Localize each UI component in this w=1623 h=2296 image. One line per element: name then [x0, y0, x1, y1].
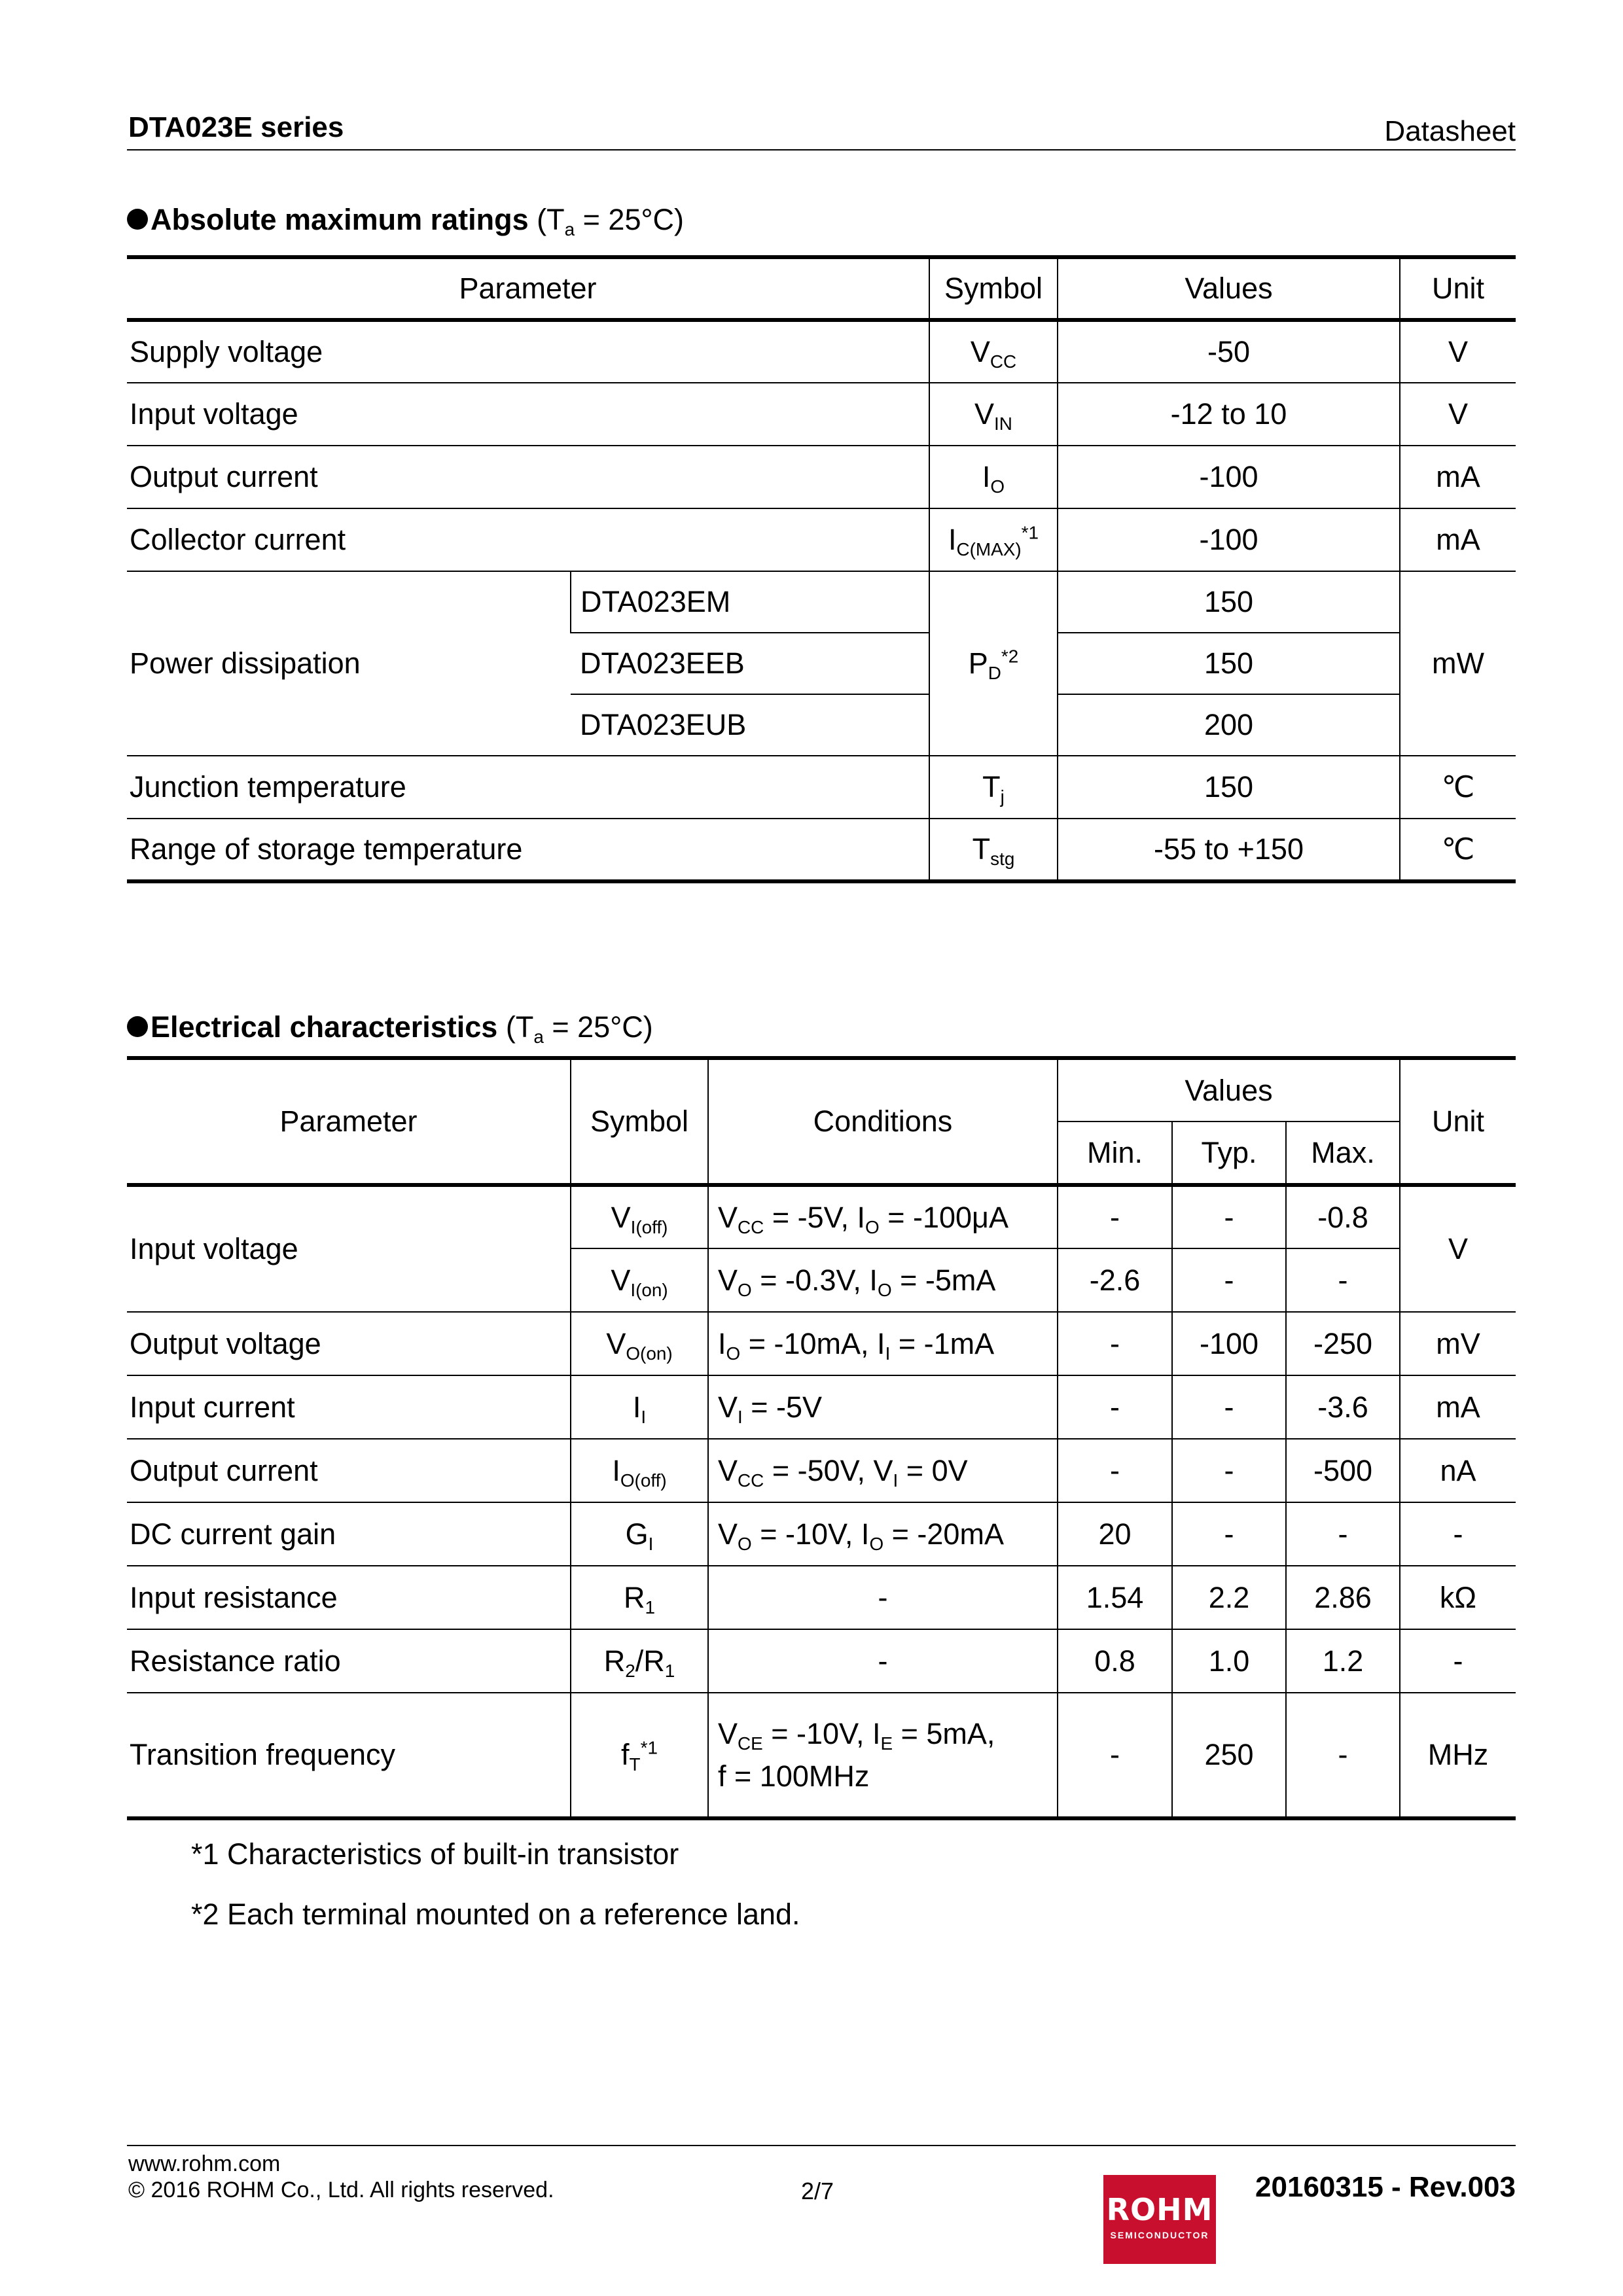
copyright: © 2016 ROHM Co., Ltd. All rights reserved.	[128, 2178, 554, 2202]
table-row	[127, 1502, 1516, 1566]
table-header-row	[127, 257, 1516, 320]
symbol-cell: $V_{IN}$	[929, 383, 1058, 446]
variant-cell: DTA023EEB	[571, 633, 929, 694]
unit-cell: mW	[1400, 571, 1516, 756]
min-cell: 20	[1058, 1502, 1172, 1566]
value-cell: 150	[1058, 633, 1400, 694]
unit-cell: mV	[1400, 1312, 1516, 1375]
symbol-cell: $I_{C(MAX)}^{*1}$	[929, 508, 1058, 571]
condition-cell: $V_I = -5V$	[708, 1375, 1058, 1439]
typ-cell: 2.2	[1172, 1566, 1286, 1629]
table-row	[127, 1185, 1516, 1248]
header-values: Values	[1058, 1058, 1400, 1122]
table-row	[127, 1375, 1516, 1439]
header-parameter: Parameter	[127, 257, 929, 320]
param-cell: Power dissipation	[127, 571, 571, 756]
max-cell: -	[1286, 1248, 1400, 1312]
electrical-characteristics-table	[127, 1056, 1516, 1820]
header-typ: Typ.	[1172, 1122, 1286, 1185]
param-cell: Junction temperature	[127, 756, 929, 819]
min-cell: -	[1058, 1375, 1172, 1439]
unit-cell: nA	[1400, 1439, 1516, 1502]
header-symbol: Symbol	[571, 1058, 708, 1185]
max-cell: -0.8	[1286, 1185, 1400, 1248]
param-cell: Resistance ratio	[127, 1629, 571, 1693]
min-cell: -	[1058, 1185, 1172, 1248]
typ-cell: -	[1172, 1439, 1286, 1502]
bullet-icon	[127, 209, 148, 230]
symbol-cell: $V_{I(on)}$	[571, 1248, 708, 1312]
table-row	[127, 1439, 1516, 1502]
symbol-cell: $R_2/R_1$	[571, 1629, 708, 1693]
condition-cell: $V_{CC} = -50V$, $V_I = 0V$	[708, 1439, 1058, 1502]
symbol-cell: $V_{I(off)}$	[571, 1185, 708, 1248]
ec-title: Electrical characteristics	[151, 1010, 498, 1044]
param-cell: DC current gain	[127, 1502, 571, 1566]
unit-cell: mA	[1400, 446, 1516, 508]
param-cell: Transition frequency	[127, 1693, 571, 1818]
typ-cell: 1.0	[1172, 1629, 1286, 1693]
header-min: Min.	[1058, 1122, 1172, 1185]
header-unit: Unit	[1400, 257, 1516, 320]
amr-title: Absolute maximum ratings	[151, 203, 529, 236]
value-cell: 200	[1058, 694, 1400, 756]
amr-section-title	[127, 203, 684, 237]
max-cell: 2.86	[1286, 1566, 1400, 1629]
condition-cell: $V_O = -10V$, $I_O = -20mA$	[708, 1502, 1058, 1566]
symbol-cell: $I_I$	[571, 1375, 708, 1439]
typ-cell: -	[1172, 1375, 1286, 1439]
symbol-cell: $V_{O(on)}$	[571, 1312, 708, 1375]
min-cell: -	[1058, 1312, 1172, 1375]
header-rule	[127, 149, 1516, 150]
condition-cell: $V_{CE} = -10V$, $I_E = 5mA$, f = 100MHz	[708, 1693, 1058, 1818]
min-cell: -	[1058, 1693, 1172, 1818]
variant-cell: DTA023EM	[571, 571, 929, 633]
typ-cell: -	[1172, 1185, 1286, 1248]
table-row	[127, 1312, 1516, 1375]
footnote-2: *2 Each terminal mounted on a reference land.	[191, 1898, 800, 1931]
unit-cell: V	[1400, 320, 1516, 383]
symbol-cell: $T_j$	[929, 756, 1058, 819]
value-cell: -12 to 10	[1058, 383, 1400, 446]
unit-cell: ℃	[1400, 819, 1516, 881]
header-unit: Unit	[1400, 1058, 1516, 1185]
table-row	[127, 1693, 1516, 1818]
max-cell: -250	[1286, 1312, 1400, 1375]
max-cell: -3.6	[1286, 1375, 1400, 1439]
table-row	[127, 1566, 1516, 1629]
header-conditions: Conditions	[708, 1058, 1058, 1185]
page-number: 2/7	[801, 2178, 834, 2204]
ec-condition: $(T_a = 25^\circ C)$	[505, 1010, 653, 1047]
min-cell: -	[1058, 1439, 1172, 1502]
symbol-cell: $V_{CC}$	[929, 320, 1058, 383]
value-cell: -55 to +150	[1058, 819, 1400, 881]
table-row	[127, 571, 1516, 633]
min-cell: 1.54	[1058, 1566, 1172, 1629]
condition-cell: -	[708, 1566, 1058, 1629]
revision: 20160315 - Rev.003	[1255, 2171, 1516, 2203]
typ-cell: -	[1172, 1502, 1286, 1566]
value-cell: 150	[1058, 571, 1400, 633]
symbol-cell: $T_{stg}$	[929, 819, 1058, 881]
param-cell: Supply voltage	[127, 320, 929, 383]
param-cell: Input voltage	[127, 1185, 571, 1312]
max-cell: -500	[1286, 1439, 1400, 1502]
header-symbol: Symbol	[929, 257, 1058, 320]
variant-cell: DTA023EUB	[571, 694, 929, 756]
header-max: Max.	[1286, 1122, 1400, 1185]
max-cell: 1.2	[1286, 1629, 1400, 1693]
value-cell: -100	[1058, 508, 1400, 571]
logo-subtext: SEMICONDUCTOR	[1110, 2230, 1209, 2240]
param-cell: Output current	[127, 1439, 571, 1502]
unit-cell: -	[1400, 1502, 1516, 1566]
condition-cell: $V_O = -0.3V$, $I_O = -5mA$	[708, 1248, 1058, 1312]
header-values: Values	[1058, 257, 1400, 320]
param-cell: Input resistance	[127, 1566, 571, 1629]
condition-cell: $I_O = -10mA$, $I_I = -1mA$	[708, 1312, 1058, 1375]
value-cell: -100	[1058, 446, 1400, 508]
param-cell: Output voltage	[127, 1312, 571, 1375]
symbol-cell: $I_{O(off)}$	[571, 1439, 708, 1502]
min-cell: 0.8	[1058, 1629, 1172, 1693]
table-row	[127, 383, 1516, 446]
typ-cell: 250	[1172, 1693, 1286, 1818]
website-link[interactable]: www.rohm.com	[128, 2151, 281, 2176]
logo-text: ROHM	[1106, 2192, 1213, 2227]
unit-cell: mA	[1400, 508, 1516, 571]
rohm-logo	[1103, 2175, 1216, 2264]
condition-cell: -	[708, 1629, 1058, 1693]
amr-condition: $(T_a = 25^\circ C)$	[537, 203, 684, 239]
typ-cell: -100	[1172, 1312, 1286, 1375]
param-cell: Collector current	[127, 508, 929, 571]
header-parameter: Parameter	[127, 1058, 571, 1185]
series-title: DTA023E series	[128, 111, 344, 143]
unit-cell: V	[1400, 383, 1516, 446]
unit-cell: V	[1400, 1185, 1516, 1312]
unit-cell: MHz	[1400, 1693, 1516, 1818]
param-cell: Input voltage	[127, 383, 929, 446]
footer-rule	[127, 2145, 1516, 2146]
document-type: Datasheet	[1384, 115, 1516, 147]
min-cell: -2.6	[1058, 1248, 1172, 1312]
ec-section-title	[127, 1010, 653, 1047]
param-cell: Input current	[127, 1375, 571, 1439]
table-row	[127, 508, 1516, 571]
unit-cell: -	[1400, 1629, 1516, 1693]
table-row	[127, 446, 1516, 508]
symbol-cell: $I_O$	[929, 446, 1058, 508]
table-row	[127, 1629, 1516, 1693]
value-cell: 150	[1058, 756, 1400, 819]
symbol-cell: $P_D^{*2}$	[929, 571, 1058, 756]
table-header-row	[127, 1058, 1516, 1122]
symbol-cell: $f_T^{*1}$	[571, 1693, 708, 1818]
max-cell: -	[1286, 1502, 1400, 1566]
bullet-icon	[127, 1016, 148, 1037]
typ-cell: -	[1172, 1248, 1286, 1312]
symbol-cell: $G_I$	[571, 1502, 708, 1566]
value-cell: -50	[1058, 320, 1400, 383]
unit-cell: mA	[1400, 1375, 1516, 1439]
unit-cell: kΩ	[1400, 1566, 1516, 1629]
max-cell: -	[1286, 1693, 1400, 1818]
table-row	[127, 756, 1516, 819]
unit-cell: ℃	[1400, 756, 1516, 819]
param-cell: Range of storage temperature	[127, 819, 929, 881]
footnote-1: *1 Characteristics of built-in transistor	[191, 1837, 679, 1871]
table-row	[127, 320, 1516, 383]
symbol-cell: $R_1$	[571, 1566, 708, 1629]
param-cell: Output current	[127, 446, 929, 508]
absolute-max-ratings-table	[127, 255, 1516, 883]
condition-cell: $V_{CC} = -5V$, $I_O = -100\mu A$	[708, 1185, 1058, 1248]
table-row	[127, 819, 1516, 881]
